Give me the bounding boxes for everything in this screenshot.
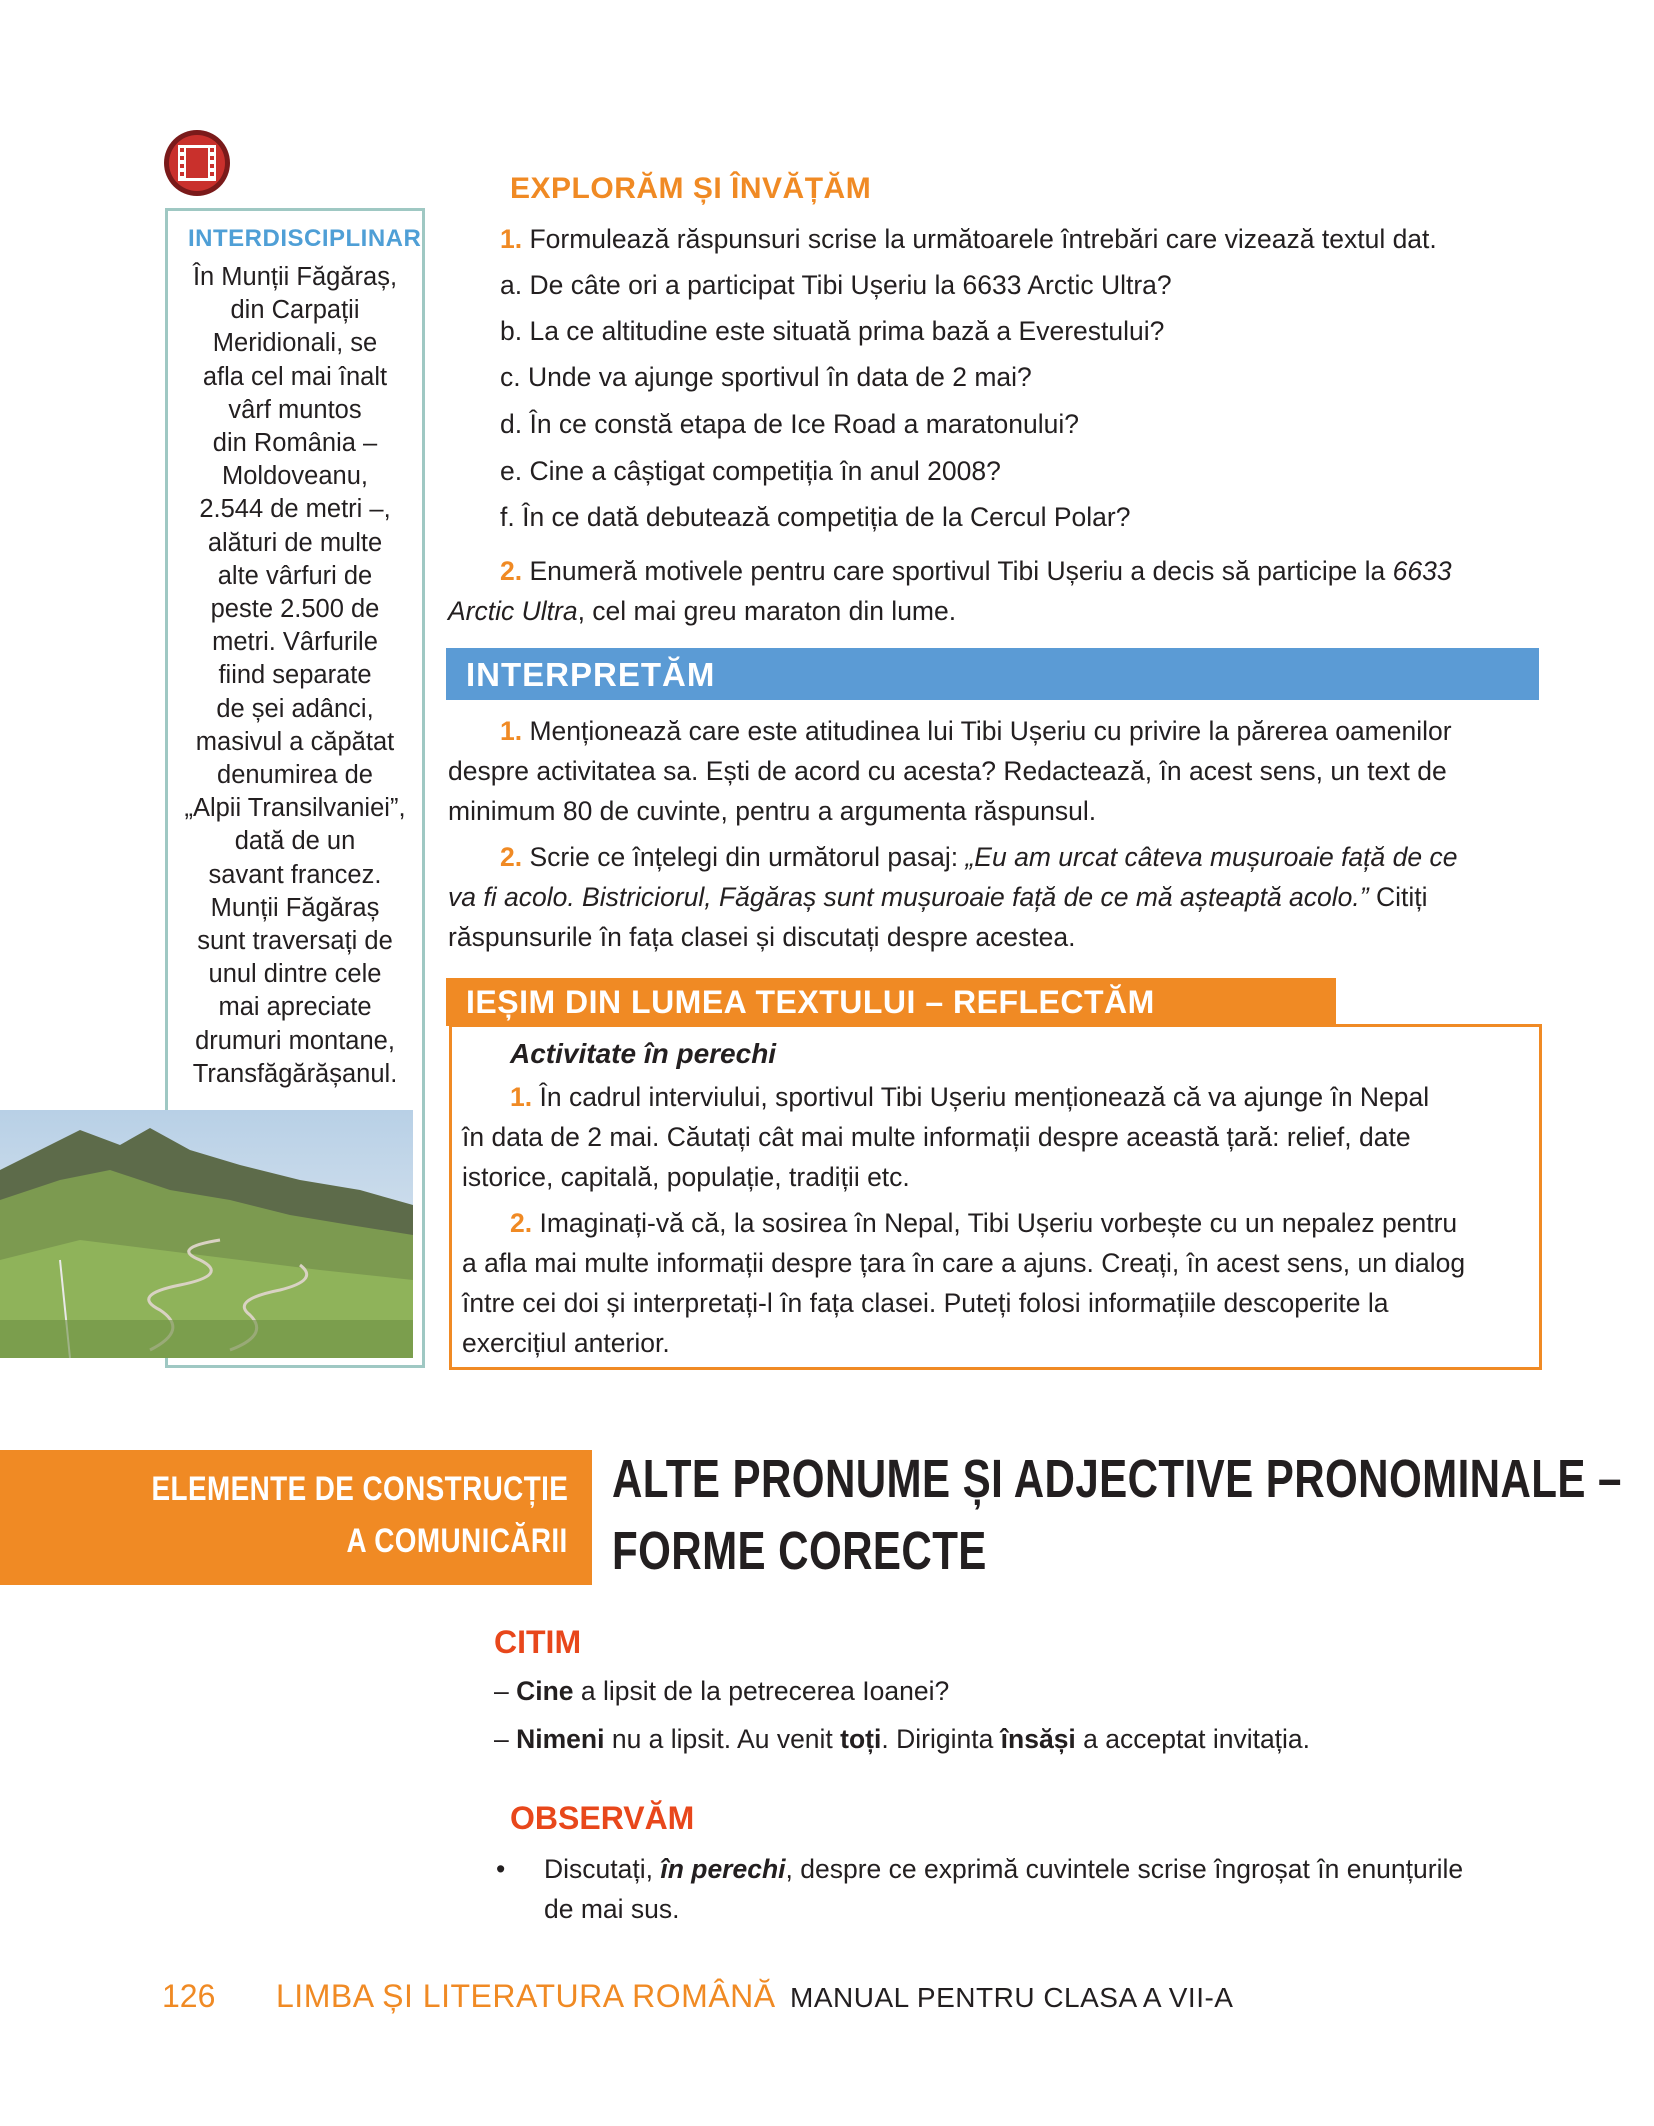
paragraph-line: istorice, capitală, populație, tradiții etc. [462,1162,910,1192]
bold-italic-text: în perechi [660,1854,786,1884]
bullet-text-line-2: de mai sus. [544,1894,680,1924]
iesim-paragraph-2 [510,1204,1457,1243]
paragraph-line: răspunsurile în fața clasei și discutați despre acestea. [448,922,1076,952]
paragraph-text: În cadrul interviului, sportivul Tibi Ușeriu menționează că va ajunge în Nepal [539,1082,1430,1112]
list-item: f. În ce dată debutează competiția de la Cercul Polar? [500,502,1131,532]
bold-word: Nimeni [516,1724,605,1754]
section-heading-iesim: IEȘIM DIN LUMEA TEXTULUI – REFLECTĂM [466,984,1155,1020]
exploram-question-2 [500,552,1452,591]
observam-text [544,1850,1463,1889]
footer-title: LIMBA ȘI LITERATURA ROMÂNĂ [276,1978,776,2014]
list-item: e. Cine a câștigat competiția în anul 2008? [500,456,1001,486]
italic-text: Arctic Ultra [448,596,578,626]
paragraph-line [448,878,1427,917]
mountain-road-illustration [0,1110,413,1358]
bullet: • [496,1854,506,1884]
footer-subtitle: MANUAL PENTRU CLASA A VII-A [790,1982,1234,2013]
number-label: 1. [500,224,523,254]
lesson-title-line-2: FORME CORECTE [612,1521,987,1581]
bold-word: toți [840,1724,882,1754]
exploram-question-2-cont [448,592,956,631]
paragraph-line: despre activitatea sa. Ești de acord cu acesta? Redactează, în acest sens, un text de [448,756,1447,786]
dialogue-text: a lipsit de la petrecerea Ioanei? [573,1676,950,1706]
number-label: 2. [500,556,523,586]
dialogue-line-2 [494,1720,1310,1759]
paragraph-line: a afla mai multe informații despre țara în care a ajuns. Creați, în acest sens, un dialog [462,1248,1466,1278]
question-text: Enumeră motivele pentru care sportivul Tibi Ușeriu a decis să participe la [529,556,1386,586]
bold-word: însăși [1000,1724,1076,1754]
bullet-text: Discutați, [544,1854,661,1884]
number-label: 1. [500,716,523,746]
section-bar-interpretam [446,648,1539,700]
elemente-line-2: A COMUNICĂRII [346,1522,568,1560]
list-item: a. De câte ori a participat Tibi Ușeriu la 6633 Arctic Ultra? [500,270,1172,300]
quote-text: va fi acolo. Bistriciorul, Făgăraș sunt mușuroaie față de ce mă așteaptă acolo.” [448,882,1369,912]
section-heading-citim: CITIM [494,1624,582,1660]
paragraph-text: Menționează care este atitudinea lui Tibi Ușeriu cu privire la părerea oamenilor [529,716,1452,746]
quote-text: „Eu am urcat câteva mușuroaie față de ce [965,842,1458,872]
section-heading-observam: OBSERVĂM [510,1800,695,1836]
activity-subheading: Activitate în perechi [510,1038,777,1069]
list-item: c. Unde va ajunge sportivul în data de 2 mai? [500,362,1032,392]
question-text: , cel mai greu maraton din lume. [577,596,957,626]
section-bar-iesim [446,978,1336,1026]
bullet-text: , despre ce exprimă cuvintele scrise îngroșat în enunțurile [785,1854,1464,1884]
paragraph-line: exercițiul anterior. [462,1328,670,1358]
dialogue-line-1 [494,1672,949,1711]
sidebar-heading: INTERDISCIPLINAR [188,225,422,252]
paragraph-text: Scrie ce înțelegi din următorul pasaj: [529,842,966,872]
bold-word: Cine [516,1676,574,1706]
section-heading-interpretam: INTERPRETĂM [466,656,716,693]
film-icon [160,128,234,198]
list-item: b. La ce altitudine este situată prima bază a Everestului? [500,316,1165,346]
interpretam-paragraph-1 [500,712,1452,751]
section-heading-exploram: EXPLORĂM ȘI ÎNVĂȚĂM [510,172,872,205]
dialogue-text: a acceptat invitația. [1075,1724,1311,1754]
dialogue-text: . Diriginta [881,1724,1001,1754]
interpretam-paragraph-2 [500,838,1457,877]
question-text: Formulează răspunsuri scrise la următoarele întrebări care vizează textul dat. [529,224,1437,254]
paragraph-line: între cei doi și interpretați-l în fața clasei. Puteți folosi informațiile descoperite la [462,1288,1389,1318]
exploram-question-1 [500,220,1437,259]
number-label: 2. [510,1208,533,1238]
lesson-title-line-1: ALTE PRONUME ȘI ADJECTIVE PRONOMINALE – [612,1449,1622,1509]
paragraph-line: în data de 2 mai. Căutați cât mai multe informații despre această țară: relief, date [462,1122,1411,1152]
dash: – [494,1724,517,1754]
elemente-line-1: ELEMENTE DE CONSTRUCȚIE [151,1470,568,1508]
number-label: 1. [510,1082,533,1112]
dash: – [494,1676,517,1706]
number-label: 2. [500,842,523,872]
dialogue-text: nu a lipsit. Au venit [604,1724,841,1754]
paragraph-text: Imaginați-vă că, la sosirea în Nepal, Tibi Ușeriu vorbește cu un nepalez pentru [539,1208,1458,1238]
list-item: d. În ce constă etapa de Ice Road a maratonului? [500,409,1079,439]
elemente-label-box [0,1450,592,1585]
paragraph-line: minimum 80 de cuvinte, pentru a argumenta răspunsul. [448,796,1097,826]
page-number: 126 [162,1978,216,2014]
paragraph-text: Citiți [1368,882,1428,912]
sidebar-text: În Munții Făgăraș, din Carpații Meridionali, se afla cel mai înalt vârf muntos din România – Moldoveanu, 2.544 de metri –, alături de multe alte vârfuri de peste 2.500 de metri. Vârfurile fiind separate de șei adânci, masivul a căpătat denumirea de „Alpii Transilvaniei”, dată de un savant francez. Munții Făgăraș sunt traversați de unul dintre cele mai apreciate drumuri montane, Transfăgărășanul. [184,263,406,1088]
italic-text: 6633 [1392,556,1452,586]
iesim-paragraph-1 [510,1078,1429,1117]
